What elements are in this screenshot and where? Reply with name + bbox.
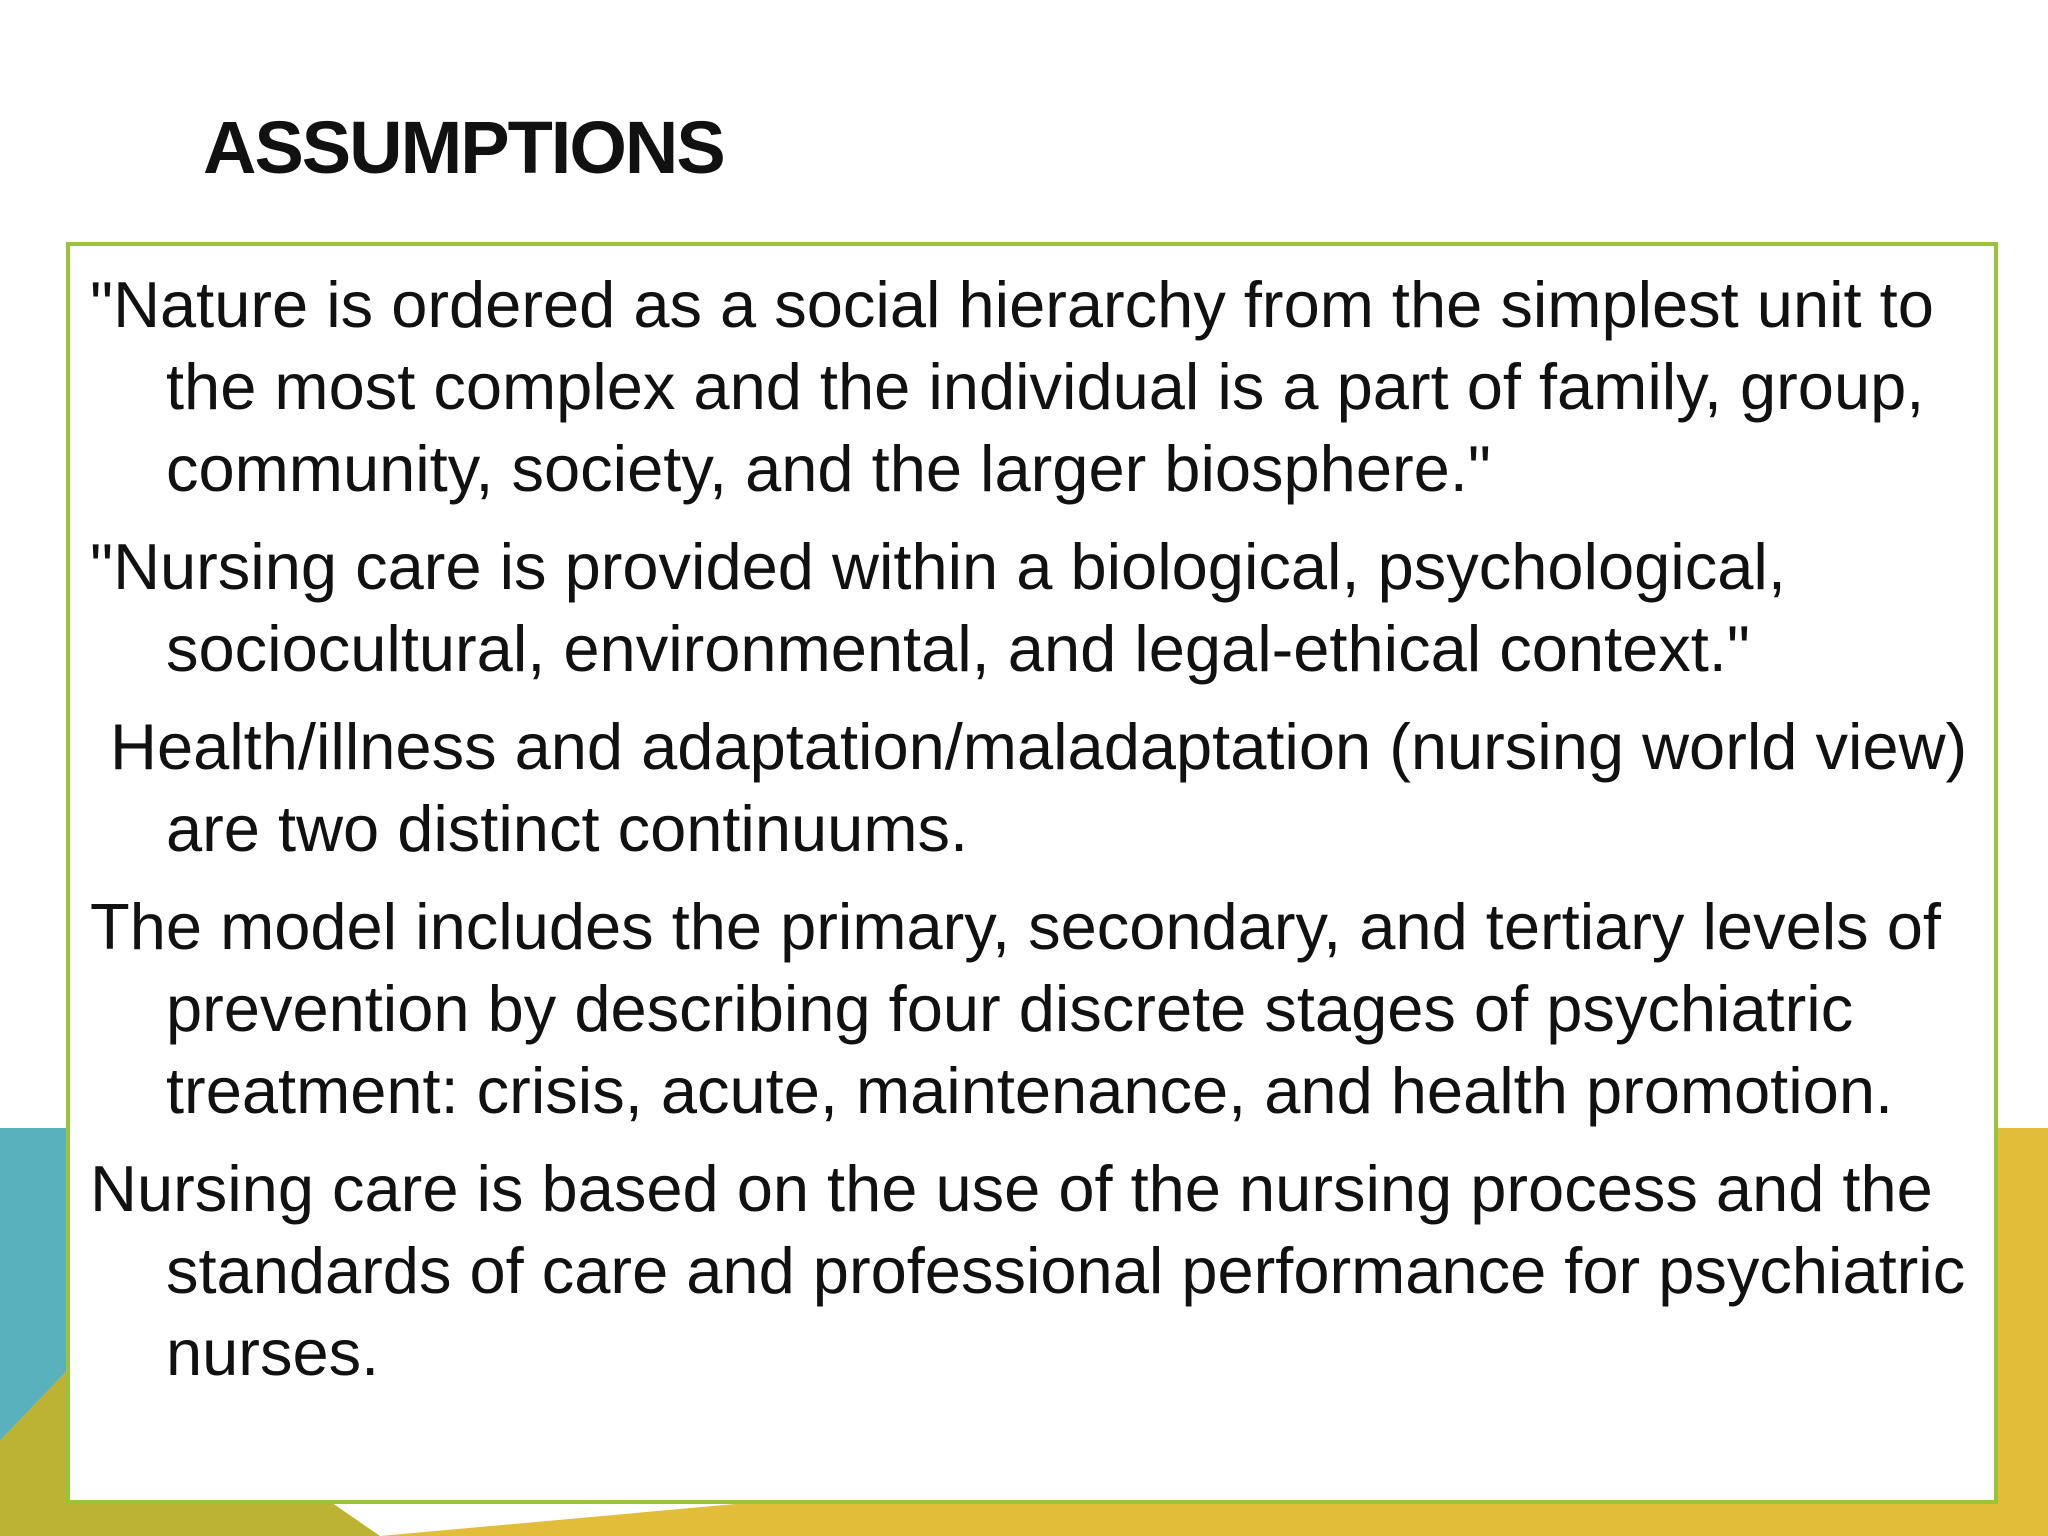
assumption-paragraph-3: Health/illness and adaptation/maladaptation (nursing world view) are two distinct continuums. (110, 710, 1986, 865)
assumptions-content-box (66, 242, 1998, 1504)
assumption-paragraph-4: The model includes the primary, secondary, and tertiary levels of prevention by describing four discrete stages of psychiatric treatment: crisis, acute, maintenance, and health promotion. (90, 890, 1960, 1127)
assumption-paragraph-5: Nursing care is based on the use of the nursing process and the standards of care and professional performance for psychiatric nurses. (90, 1152, 1984, 1389)
gold-right-strip (1990, 1128, 2048, 1536)
assumption-paragraph-1: "Nature is ordered as a social hierarchy from the simplest unit to the most complex and the individual is a part of family, group, community, society, and the larger biosphere." (90, 268, 1952, 505)
slide-title: ASSUMPTIONS (203, 106, 724, 189)
assumption-paragraph-2: "Nursing care is provided within a biological, psychological, sociocultural, environmental, and legal-ethical context." (90, 530, 1804, 685)
